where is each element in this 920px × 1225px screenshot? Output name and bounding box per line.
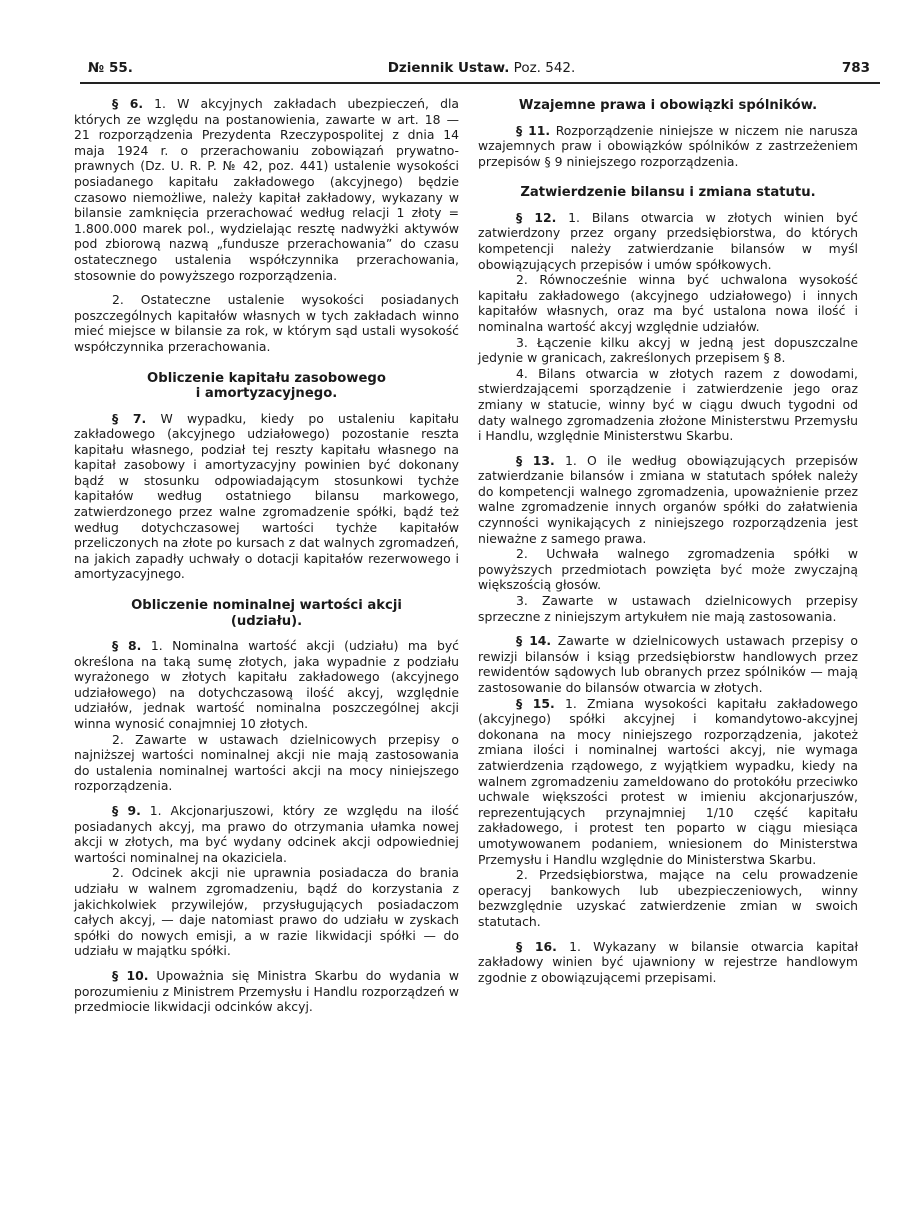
paragraph-s12-2: 2. Równocześnie winna być uchwalona wysokość kapitału zakładowego (akcyjnego udziałowego) i innych kapitałów własnych, oraz ma być ustalona nowa ilość i nominalna wartość akcyj względnie udziałów. — [478, 272, 858, 334]
page-header — [85, 60, 878, 82]
paragraph-text: W wypadku, kiedy po ustaleniu kapitału zakładowego (akcyjnego udziałowego) pozostanie reszta kapitału własnego, podział tej reszty kapitału własnego na kapitał zasobowy i amortyzacyjny powinien być dokonany bądź w stosunku odpowiadającym stosunkowi tychże kapitałów według ostatniego bilansu markowego, zatwierdzonego przez walne zgromadzenie spółki, bądź też według dotychczasowej wartości tychże kapitałów przeliczonych na złote po kursach z dat walnych zgromadzeń, na jakich zapadły uchwały o dotacji kapitałów rezerwowego i amortyzacyjnego. — [74, 410, 459, 582]
section-mark: § 9. — [112, 802, 141, 818]
paragraph-s8-2: 2. Zawarte w ustawach dzielnicowych przepisy o najniższej wartości nominalnej akcji nie mają zastosowania do ustalenia nominalnej wartości akcji na mocy niniejszego rozporządzenia. — [74, 731, 459, 794]
section-mark: § 16. — [516, 938, 557, 954]
heading-balance-approval: Zatwierdzenie bilansu i zmiana statutu. — [520, 185, 816, 201]
right-column — [478, 98, 858, 985]
heading-mutual-rights: Wzajemne prawa i obowiązki spólników. — [518, 98, 818, 113]
paragraph-text: 1. Akcjonarjuszowi, który ze względu na ilość posiadanych akcyj, ma prawo do otrzymania ułamka nowej akcji w złotych, ma być wydany odcinek akcji odpowiedniej wartości nominalnej na okaziciela. — [74, 802, 459, 865]
paragraph-s12-1 — [478, 210, 858, 272]
heading-line: (udziału). — [230, 613, 303, 629]
section-mark: § 13. — [516, 452, 555, 468]
paragraph-s6-2: 2. Ostateczne ustalenie wysokości posiadanych poszczególnych kapitałów własnych w tych zakładach winno mieć miejsce w bilansie za rok, w którym sąd ustali wysokość współczynnika przerachowania. — [74, 292, 459, 354]
paragraph-s9-2: 2. Odcinek akcji nie uprawnia posiadacza do brania udziału w walnem zgromadzeniu, bądź do korzystania z jakichkolwiek przywilejów, przysługujących posiadaczom całych akcyj, — daje natomiast prawo do udziału w zyskach spółki do nowych emisji, a w razie likwidacji spółki — do udziału w majątku spółki. — [74, 865, 459, 959]
heading-line: i amortyzacyjnego. — [195, 386, 338, 401]
left-column — [74, 96, 459, 1015]
paragraph-s16 — [478, 939, 858, 986]
paragraph-s6-1 — [74, 96, 459, 283]
paragraph-text: 1. O ile według obowiązujących przepisów zatwierdzanie bilansów i zmiana w statutach spółek należy do kompetencji walnego zgromadzenia, upoważnienie przez walne zgromadzenie innych organów spółki do załatwienia czynności wynikających z niniejszego rozporządzenia jest nieważne z samego prawa. — [478, 452, 858, 546]
paragraph-s13-2: 2. Uchwała walnego zgromadzenia spółki w powyższych przedmiotach powzięta być może zwyczajną większością głosów. — [478, 546, 858, 593]
journal-title — [85, 60, 878, 76]
paragraph-s7 — [74, 411, 459, 583]
paragraph-s13-1 — [478, 453, 858, 547]
paragraph-text: 1. Bilans otwarcia w złotych winien być zatwierdzony przez organy przedsiębiorstwa, do których kompetencji należy zatwierdzanie bilansów w myśl obowiązujących przepisów i umów spółkowych. — [478, 209, 858, 272]
issue-number: № 55. — [88, 60, 133, 76]
journal-name: Dziennik Ustaw. — [387, 60, 510, 76]
section-mark: § 14. — [516, 633, 552, 649]
heading-line: Obliczenie kapitału zasobowego — [147, 370, 386, 386]
paragraph-s8-1 — [74, 638, 459, 732]
paragraph-text: Rozporządzenie niniejsze w niczem nie narusza wzajemnych praw i obowiązków spólników z zastrzeżeniem przepisów § 9 niniejszego rozporządzenia. — [478, 122, 858, 169]
paragraph-text: Upoważnia się Ministra Skarbu do wydania w porozumieniu z Ministrem Przemysłu i Handlu rozporządzeń w przedmiocie likwidacji odcinków akcyj. — [74, 967, 459, 1015]
paragraph-s13-3: 3. Zawarte w ustawach dzielnicowych przepisy sprzeczne z niniejszym artykułem nie mają zastosowania. — [478, 593, 858, 624]
heading-line: Obliczenie nominalnej wartości akcji — [131, 598, 402, 614]
position-number: Poz. 542. — [513, 60, 576, 76]
heading-reserve-capital — [74, 371, 459, 402]
section-mark: § 10. — [112, 967, 149, 983]
paragraph-text: Zawarte w dzielnicowych ustawach przepisy o rewizji bilansów i ksiąg przedsiębiorstw handlowych przez rewidentów sądowych lub obranych przez spólników — mają zastosowanie do bilansów otwarcia w złotych. — [478, 633, 858, 695]
section-mark: § 12. — [516, 209, 557, 225]
paragraph-text: 1. W akcyjnych zakładach ubezpieczeń, dla których ze względu na postanowienia, zawarte w art. 18 — 21 rozporządzenia Prezydenta Rzeczypospolitej z dnia 14 maja 1924 r. o przerachowaniu zobowiązań prywatno-prawnych (Dz. U. R. P. № 42, poz. 441) ustalenie wysokości posiadanego kapitału zakładowego (akcyjnego) będzie czasowo niemożliwe, należy kapitał zakładowy, wykazany w bilansie zamknięcia przerachować według relacji 1 złoty = 1.800.000 marek pol., wydzielając resztę nadwyżki aktywów pod zbiorową nazwą „fundusze przerachowania” do czasu ostatecznego ustalenia współczynnika przerachowania, stosownie do powyższego rozporządzenia. — [74, 96, 459, 283]
paragraph-s9-1 — [74, 803, 459, 865]
paragraph-text: 1. Nominalna wartość akcji (udziału) ma być określona na taką sumę złotych, jaka wypadnie z podziału wyrażonego w złotych kapitału zakładowego (akcyjnego udziałowego) na dotychczasową ilość akcyj, względnie udziałów, jednak wartość nominalna poszczególnej akcji winna wynosić conajmniej 10 złotych. — [74, 638, 459, 731]
paragraph-s12-3: 3. Łączenie kilku akcyj w jedną jest dopuszczalne jedynie w granicach, zakreślonych przepisem § 8. — [478, 334, 858, 366]
paragraph-s11 — [478, 123, 858, 170]
paragraph-text: 1. Zmiana wysokości kapitału zakładowego (akcyjnego) spółki akcyjnej i komandytowo-akcyjnej dokonana na mocy niniejszego rozporządzenia, jakoteż zmiana ilości i nominalnej wartości akcyj, nie wymaga zatwierdzenia rządowego, z wyjątkiem wypadku, kiedy na walnem zgromadzeniu zameldowano do protokółu przeciwko uchwale większości protest w imieniu akcjonarjuszów, reprezentujących przynajmniej 1/10 część kapitału zakładowego, i protest ten poparto w ciągu miesiąca umotywowanem podaniem, wniesionem do Ministerstwa Przemysłu i Handlu względnie do Ministerstwa Skarbu. — [478, 695, 858, 867]
section-mark: § 6. — [112, 96, 144, 111]
page-number: 783 — [841, 60, 870, 76]
paragraph-s14 — [478, 633, 858, 695]
section-mark: § 7. — [112, 410, 147, 426]
paragraph-s15-2: 2. Przedsiębiorstwa, mające na celu prowadzenie operacyj bankowych lub ubezpieczeniowych, winny bezwzględnie uzyskać zatwierdzenie zmian w swoich statutach. — [478, 867, 858, 929]
section-mark: § 15. — [516, 695, 555, 711]
section-mark: § 8. — [112, 638, 142, 654]
paragraph-s15-1 — [478, 696, 858, 868]
header-rule — [80, 82, 880, 84]
heading-nominal-value — [74, 598, 459, 629]
paragraph-s12-4: 4. Bilans otwarcia w złotych razem z dowodami, stwierdzającemi sporządzenie i zatwierdzenie jego oraz zmiany w statucie, winny być w ciągu dwuch tygodni od daty walnego zgromadzenia złożone Ministerstwu Przemysłu i Handlu, względnie Ministerstwu Skarbu. — [478, 365, 858, 444]
section-mark: § 11. — [516, 122, 551, 138]
paragraph-s10 — [74, 968, 459, 1015]
paragraph-text: 1. Wykazany w bilansie otwarcia kapitał zakładowy winien być ujawniony w rejestrze handlowym zgodnie z obowiązującemi przepisami. — [478, 938, 858, 985]
